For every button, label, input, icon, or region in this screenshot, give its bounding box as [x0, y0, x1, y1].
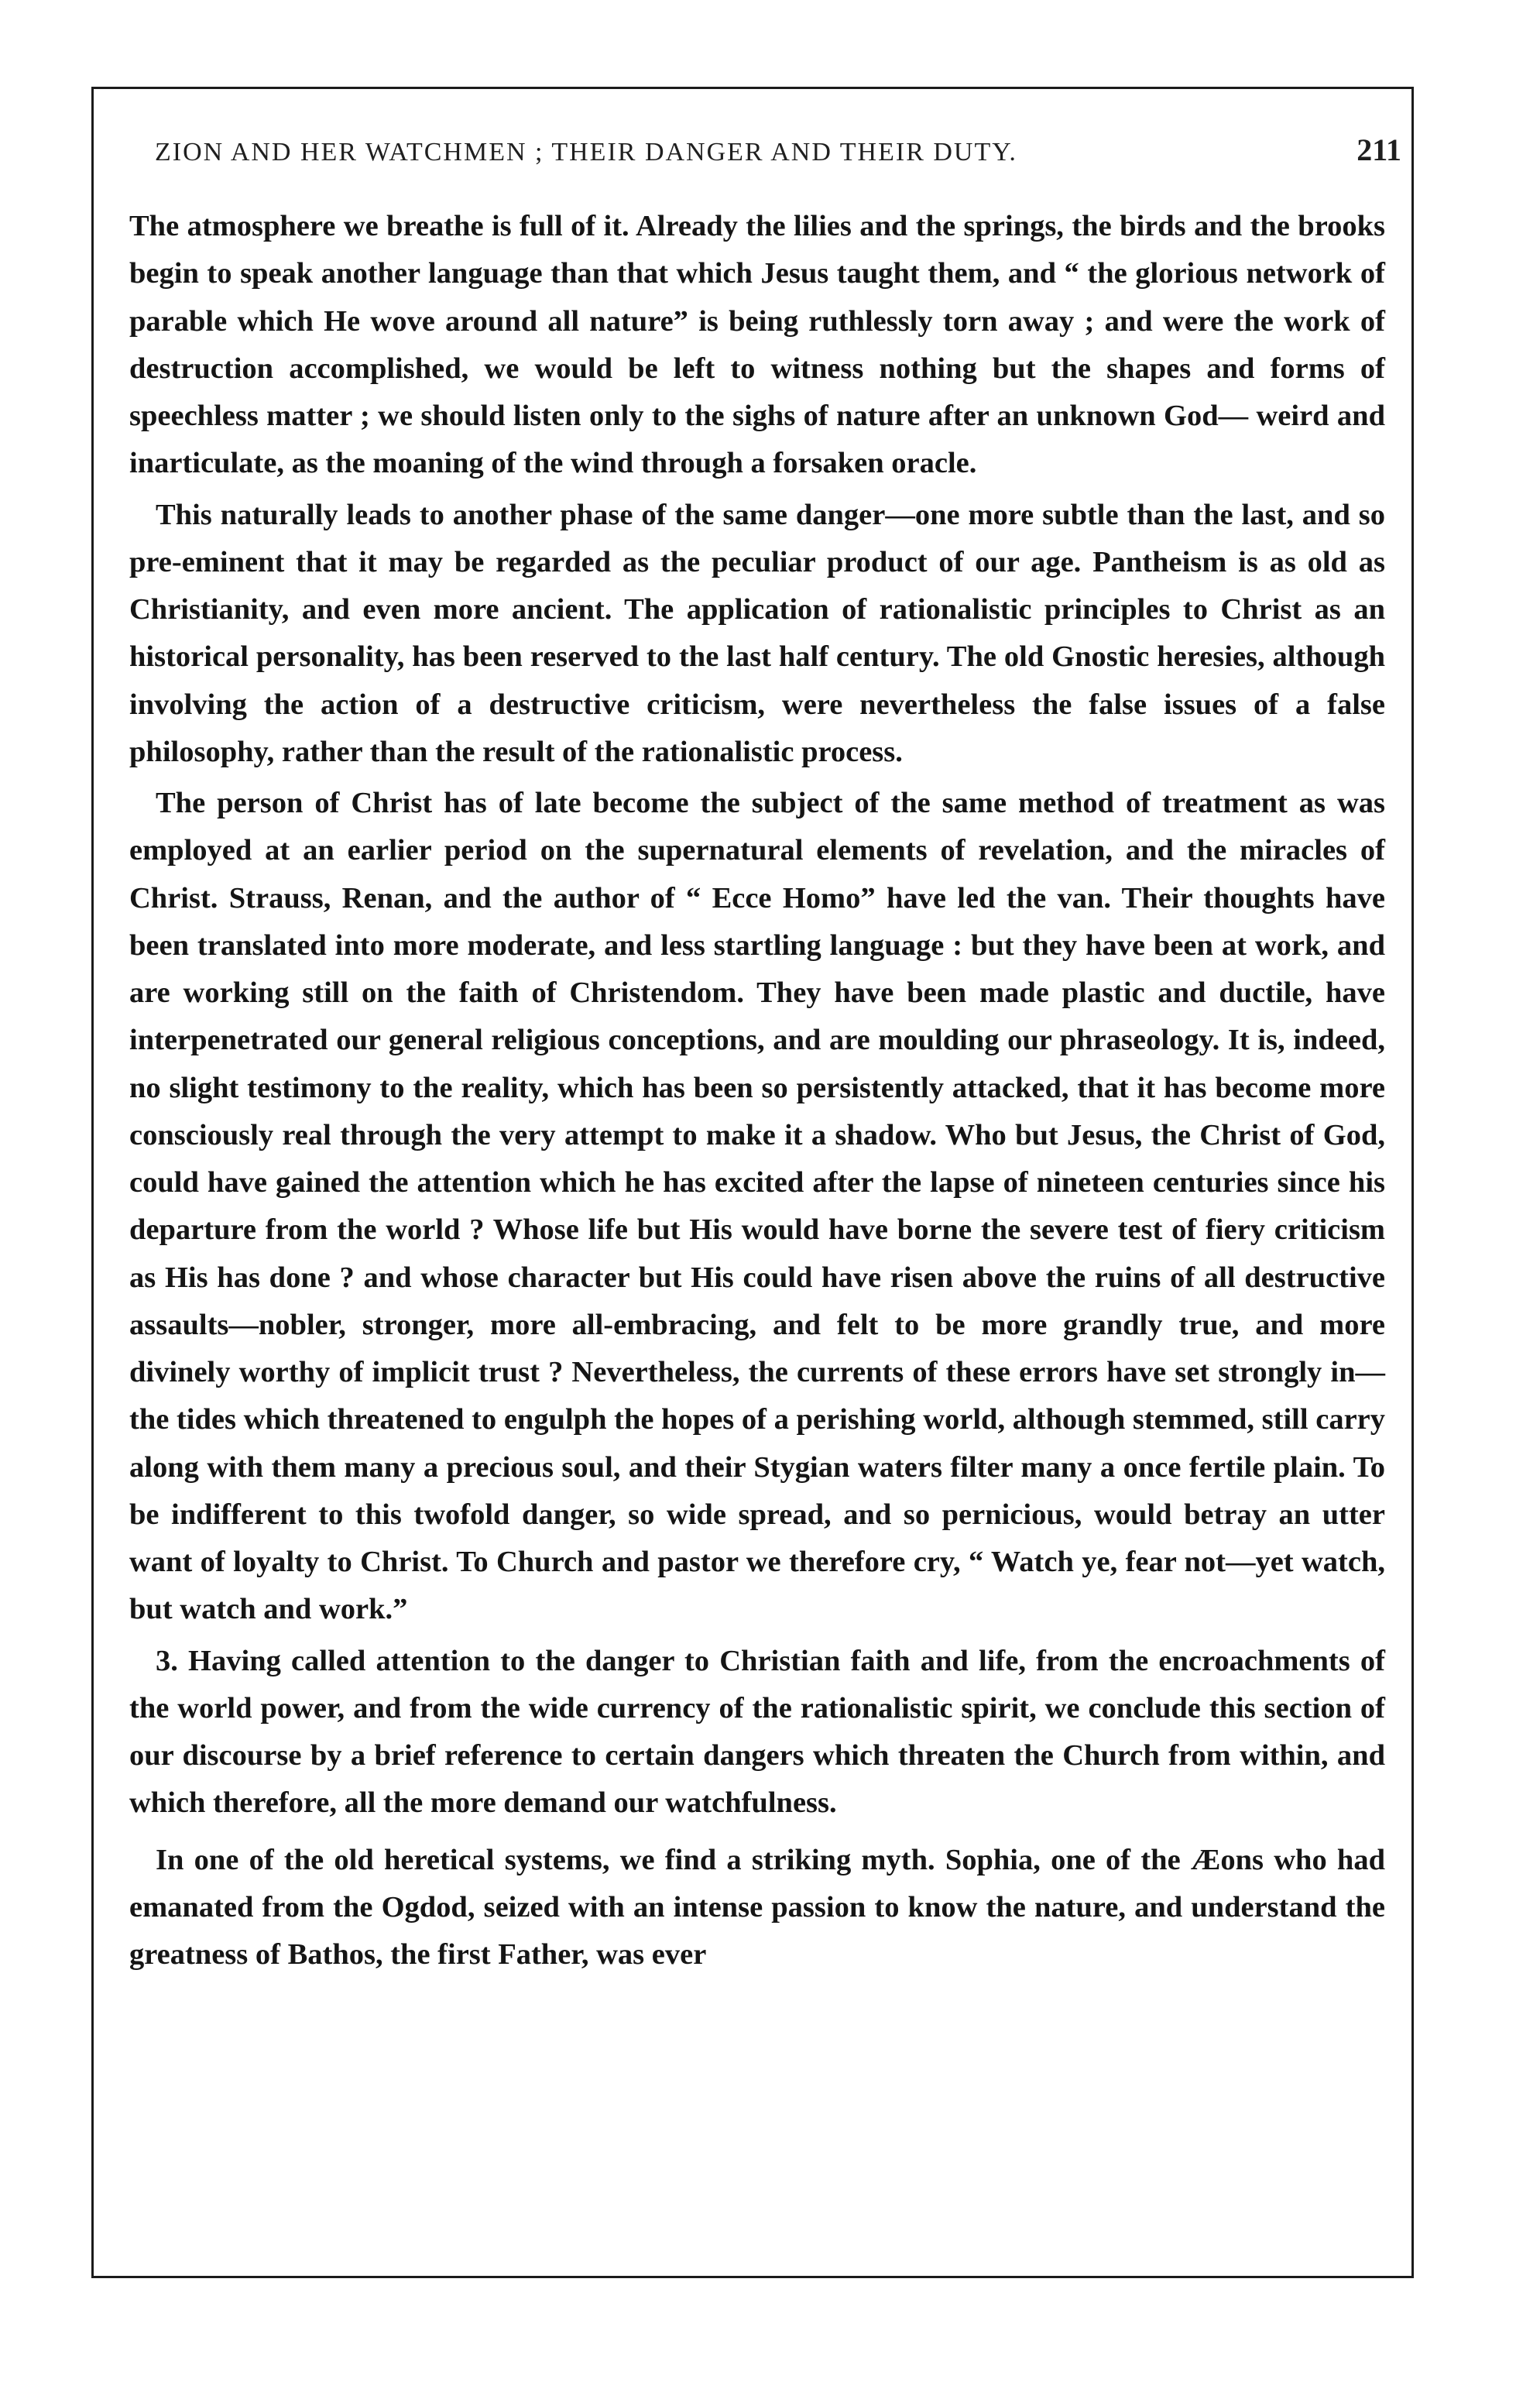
- body-text: [129, 203, 1385, 1978]
- paragraph-1: The atmosphere we breathe is full of it. Already the lilies and the springs, the birds and the brooks begin to speak another language than that which Jesus taught them, and “ the glorious network of parable which He wove around all nature” is being ruthlessly torn away ; and were the work of destruction accomplished, we would be left to witness nothing but the shapes and forms of speechless matter ; we should listen only to the sighs of nature after an unknown God— weird and inarticulate, as the moaning of the wind through a forsaken oracle.: [129, 210, 1385, 480]
- page-number: 211: [1357, 132, 1401, 167]
- running-header: [155, 132, 1401, 168]
- paragraph-2: This naturally leads to another phase of the same danger—one more subtle than the last, and so pre-eminent that it may be regarded as the peculiar product of our age. Pantheism is as old as Christianity, and even more ancient. The application of rationalistic principles to Christ as an historical personality, has been reserved to the last half century. The old Gnostic heresies, although involving the action of a destructive criticism, were nevertheless the false issues of a false philosophy, rather than the result of the rationalistic process.: [129, 498, 1385, 768]
- chapter-title: ZION AND HER WATCHMEN ; THEIR DANGER AND THEIR DUTY.: [155, 138, 1017, 166]
- paragraph-5: In one of the old heretical systems, we find a striking myth. Sophia, one of the Æons who had emanated from the Ogdod, seized with an intense passion to know the nature, and understand the greatness of Bathos, the first Father, was ever: [129, 1843, 1385, 1971]
- paragraph-3: The person of Christ has of late become the subject of the same method of treatment as was employed at an earlier period on the supernatural elements of revelation, and the miracles of Christ. Strauss, Renan, and the author of “ Ecce Homo” have led the van. Their thoughts have been translated into more moderate, and less startling language : but they have been at work, and are working still on the faith of Christendom. They have been made plastic and ductile, have interpenetrated our general religious conceptions, and are moulding our phraseology. It is, indeed, no slight testimony to the reality, which has been so persistently attacked, that it has become more consciously real through the very attempt to make it a shadow. Who but Jesus, the Christ of God, could have gained the attention which he has excited after the lapse of nineteen centuries since his departure from the world ? Whose life but His would have borne the severe test of fiery criticism as His has done ? and whose character but His could have risen above the ruins of all destructive assaults—nobler, stronger, more all-embracing, and felt to be more grandly true, and more divinely worthy of implicit trust ? Nevertheless, the currents of these errors have set strongly in—the tides which threatened to engulph the hopes of a perishing world, although stemmed, still carry along with them many a precious soul, and their Stygian waters filter many a once fertile plain. To be indifferent to this twofold danger, so wide spread, and so pernicious, would betray an utter want of loyalty to Christ. To Church and pastor we therefore cry, “ Watch ye, fear not—yet watch, but watch and work.”: [129, 787, 1385, 1626]
- paragraph-4: 3. Having called attention to the danger to Christian faith and life, from the encroachments of the world power, and from the wide currency of the rationalistic spirit, we conclude this section of our discourse by a brief reference to certain dangers which threaten the Church from within, and which therefore, all the more demand our watchfulness.: [129, 1644, 1385, 1820]
